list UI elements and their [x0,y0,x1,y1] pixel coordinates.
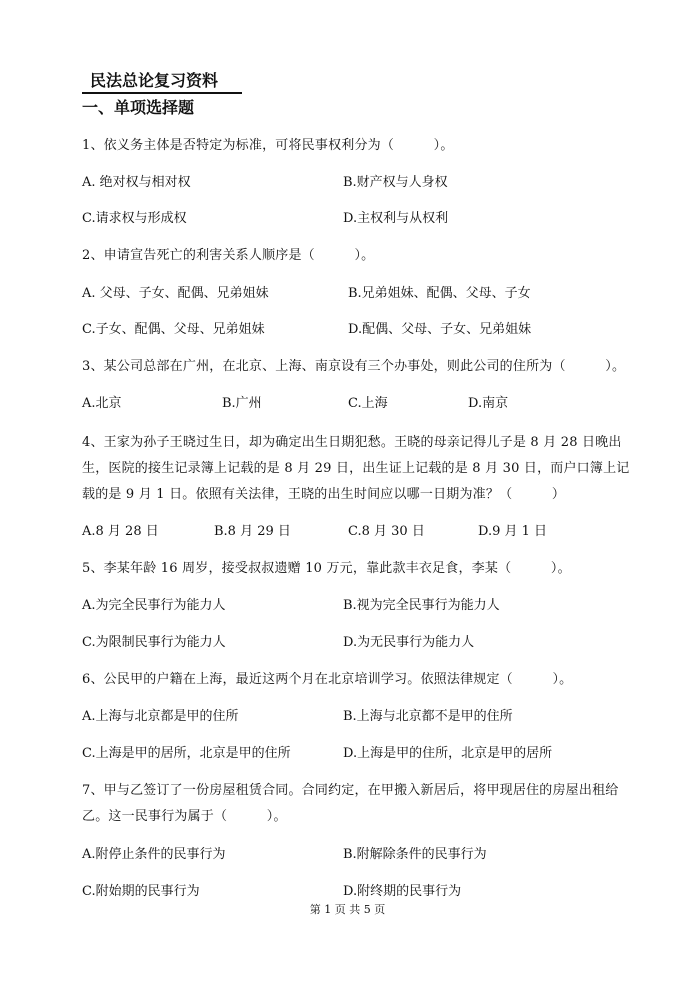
document-title: 民法总论复习资料 [82,70,242,94]
question-7-option-a: A.附停止条件的民事行为 [82,847,226,862]
section-heading: 一、单项选择题 [82,98,195,117]
question-3-option-d: D.南京 [468,396,509,411]
question-5-option-b: B.视为完全民事行为能力人 [343,598,500,613]
question-4-option-b: B.8 月 29 日 [214,524,291,539]
question-7-stem: 7、甲与乙签订了一份房屋租赁合同。合同约定，在甲搬入新居后，将甲现居住的房屋出租给乙。这一民事行为属于（ ）。 [82,783,619,824]
question-7-option-c: C.附始期的民事行为 [82,884,200,899]
question-1-option-b: B.财产权与人身权 [343,175,448,190]
question-3-option-c: C.上海 [348,396,388,411]
question-3-stem: 3、某公司总部在广州，在北京、上海、南京设有三个办事处，则此公司的住所为（ ）。 [82,359,626,374]
question-3-option-a: A.北京 [82,396,122,411]
question-2-option-d: D.配偶、父母、子女、兄弟姐妹 [348,322,532,337]
question-5-stem: 5、李某年龄 16 周岁，接受叔叔遗赠 10 万元，靠此款丰衣足食，李某（ ）。 [82,561,571,576]
question-2-option-a: A. 父母、子女、配偶、兄弟姐妹 [82,286,269,301]
question-4-option-c: C.8 月 30 日 [348,524,425,539]
page-footer: 第 1 页 共 5 页 [309,903,386,916]
question-5-option-d: D.为无民事行为能力人 [343,635,475,650]
question-6-option-a: A.上海与北京都是甲的住所 [82,709,239,724]
question-6-option-d: D.上海是甲的住所，北京是甲的居所 [343,746,553,761]
question-5-option-c: C.为限制民事行为能力人 [82,635,226,650]
question-7-option-d: D.附终期的民事行为 [343,884,462,899]
question-7-option-b: B.附解除条件的民事行为 [343,847,487,862]
question-6-option-c: C.上海是甲的居所，北京是甲的住所 [82,746,291,761]
question-2-stem: 2、申请宣告死亡的利害关系人顺序是（ ）。 [82,248,375,263]
question-2-option-c: C.子女、配偶、父母、兄弟姐妹 [82,322,265,337]
question-5-option-a: A.为完全民事行为能力人 [82,598,226,613]
question-4-option-a: A.8 月 28 日 [82,524,159,539]
question-1-stem: 1、依义务主体是否特定为标准，可将民事权利分为（ ）。 [82,138,454,153]
question-4-option-d: D.9 月 1 日 [478,524,548,539]
question-1-option-d: D.主权利与从权利 [343,211,449,226]
question-6-stem: 6、公民甲的户籍在上海，最近这两个月在北京培训学习。依照法律规定（ ）。 [82,672,573,687]
question-4-stem: 4、王家为孙子王晓过生日，却为确定出生日期犯愁。王晓的母亲记得儿子是 8 月 28 日晚出生，医院的接生记录簿上记载的是 8 月 29 日，出生证上记载的是 8 月 30 日，而户口簿上记载的是 9 月 1 日。依照有关法律，王晓的出生时间应以哪一日期为准？（ ） [82,435,630,502]
question-6-option-b: B.上海与北京都不是甲的住所 [343,709,513,724]
question-1-option-c: C.请求权与形成权 [82,211,187,226]
question-1-option-a: A. 绝对权与相对权 [82,175,191,190]
question-2-option-b: B.兄弟姐妹、配偶、父母、子女 [348,286,531,301]
question-3-option-b: B.广州 [222,396,262,411]
